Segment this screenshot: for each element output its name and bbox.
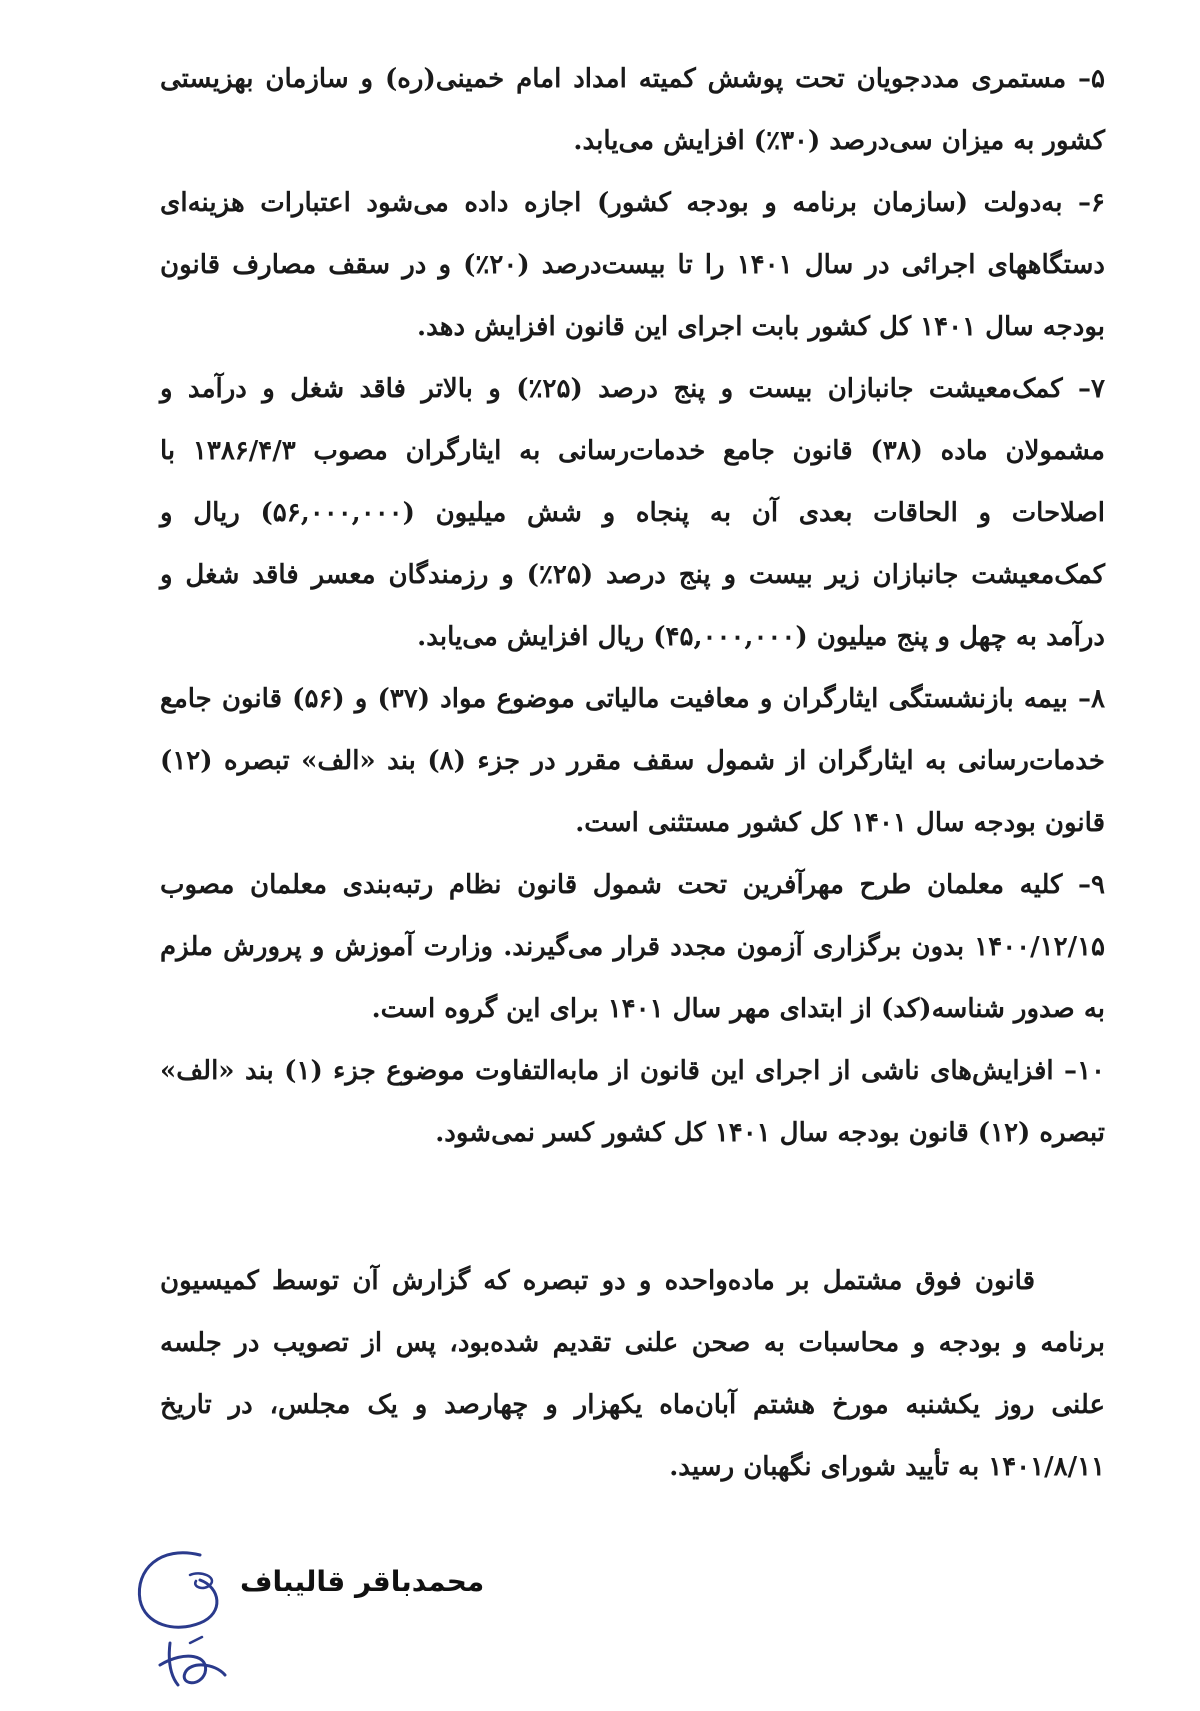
article-10: ۱۰– افزایش‌های ناشی از اجرای این قانون از مابه‌التفاوت موضوع جزء (۱) بند «الف» تبصره (۱۲) قانون بودجه سال ۱۴۰۱ کل کشور کسر نمی‌شود. bbox=[160, 1056, 1105, 1148]
closing-section bbox=[160, 1250, 1105, 1498]
article-8: ۸– بیمه بازنشستگی ایثارگران و معافیت مالیاتی موضوع مواد (۳۷) و (۵۶) قانون جامع خدمات‌رسانی به ایثارگران از شمول سقف مقرر در جزء (۸) بند «الف» تبصره (۱۲) قانون بودجه سال ۱۴۰۱ کل کشور مستثنی است. bbox=[160, 684, 1106, 838]
signature-block bbox=[130, 1525, 485, 1705]
article-5: ۵– مستمری مددجویان تحت پوشش کمیته امداد امام خمینی(ره) و سازمان بهزیستی کشور به میزان سی‌درصد (۳۰٪) افزایش می‌یابد. bbox=[160, 64, 1105, 156]
articles-section bbox=[160, 48, 1105, 1164]
closing-paragraph: قانون فوق مشتمل بر ماده‌واحده و دو تبصره که گزارش آن توسط کمیسیون برنامه و بودجه و محاسبات به صحن علنی تقدیم شده‌بود، پس از تصویب در جلسه علنی روز یکشنبه مورخ هشتم آبان‌ماه یکهزار و چهارصد و یک مجلس، در تاریخ ۱۴۰۱/۸/۱۱ به تأیید شورای نگهبان رسید. bbox=[160, 1266, 1105, 1482]
article-7: ۷– کمک‌معیشت جانبازان بیست و پنج درصد (۲۵٪) و بالاتر فاقد شغل و درآمد و مشمولان ماده (۳۸) قانون جامع خدمات‌رسانی به ایثارگران مصوب ۱۳۸۶/۴/۳ با اصلاحات و الحاقات بعدی آن به پنجاه و شش میلیون (۵۶,۰۰۰,۰۰۰) ریال و کمک‌معیشت جانبازان زیر بیست و پنج درصد (۲۵٪) و رزمندگان معسر فاقد شغل و درآمد به چهل و پنج میلیون (۴۵,۰۰۰,۰۰۰) ریال افزایش می‌یابد. bbox=[160, 374, 1105, 652]
article-9: ۹– کلیه معلمان طرح مهرآفرین تحت شمول قانون نظام رتبه‌بندی معلمان مصوب ۱۴۰۰/۱۲/۱۵ بدون برگزاری آزمون مجدد قرار می‌گیرند. وزارت آموزش و پرورش ملزم به صدور شناسه(کد) از ابتدای مهر سال ۱۴۰۱ برای این گروه است. bbox=[160, 870, 1105, 1024]
signer-name: محمدباقر قالیباف bbox=[240, 1565, 485, 1598]
article-6: ۶– به‌دولت (سازمان برنامه و بودجه کشور) اجازه داده می‌شود اعتبارات هزینه‌ای دستگاههای اجرائی در سال ۱۴۰۱ را تا بیست‌درصد (۲۰٪) و در سقف مصارف قانون بودجه سال ۱۴۰۱ کل کشور بابت اجرای این قانون افزایش دهد. bbox=[160, 188, 1105, 342]
handwritten-signature bbox=[130, 1525, 330, 1705]
